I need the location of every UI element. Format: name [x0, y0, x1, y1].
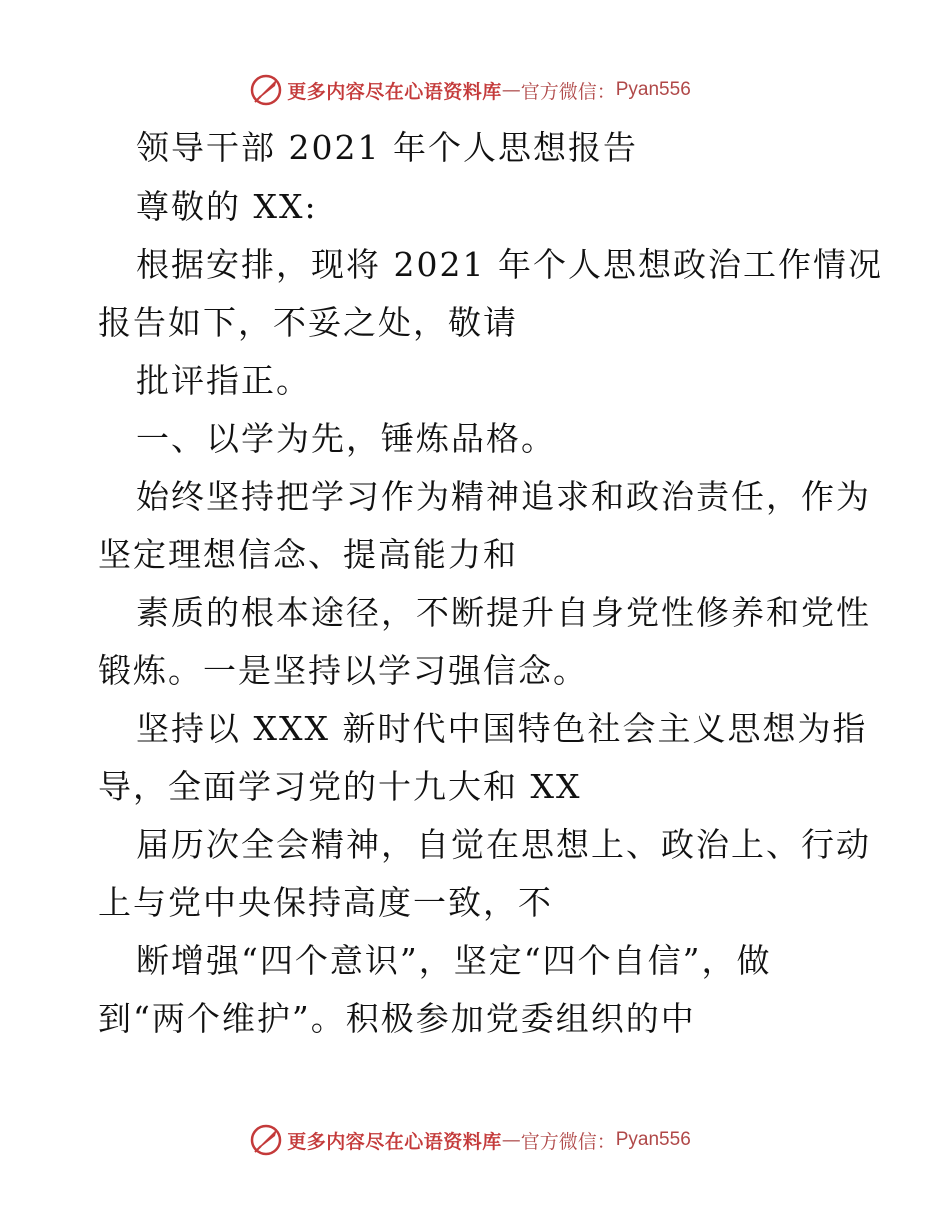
text-line: 坚定理想信念、提高能力和 — [98, 535, 518, 574]
text-line: 坚持以 XXX 新时代中国特色社会主义思想为指 — [136, 709, 868, 748]
watermark-dash: — — [501, 1129, 521, 1151]
watermark-group — [249, 1123, 691, 1157]
text-line: 导，全面学习党的十九大和 XX — [98, 767, 582, 806]
watermark-contact-id: Pyan556 — [615, 79, 691, 100]
text-line: 到“两个维护”。积极参加党委组织的中 — [98, 999, 696, 1038]
watermark-contact-label: 官方微信： — [520, 80, 616, 103]
quill-logo-icon — [249, 73, 283, 107]
quill-logo-icon — [249, 1123, 283, 1157]
section-heading: 一、以学为先，锤炼品格。 — [136, 419, 556, 458]
document-title: 领导干部 2021 年个人思想报告 — [136, 128, 638, 167]
watermark-contact-id: Pyan556 — [615, 1129, 691, 1150]
salutation: 尊敬的 XX: — [136, 187, 318, 226]
watermark-brand: 更多内容尽在心语资料库 — [287, 80, 502, 103]
text-line: 批评指正。 — [136, 361, 311, 400]
text-line: 届历次全会精神，自觉在思想上、政治上、行动 — [136, 825, 871, 864]
text-line: 锻炼。一是坚持以学习强信念。 — [98, 651, 588, 690]
text-line: 素质的根本途径，不断提升自身党性修养和党性 — [136, 593, 871, 632]
text-line: 上与党中央保持高度一致，不 — [98, 883, 553, 922]
watermark-brand: 更多内容尽在心语资料库 — [287, 1130, 502, 1153]
watermark-contact-label: 官方微信： — [520, 1130, 616, 1153]
footer-watermark — [0, 1120, 950, 1160]
text-line: 报告如下，不妥之处，敬请 — [98, 303, 518, 342]
watermark-group — [249, 73, 691, 107]
text-line: 始终坚持把学习作为精神追求和政治责任，作为 — [136, 477, 871, 516]
header-watermark — [0, 70, 950, 110]
watermark-dash: — — [501, 79, 521, 101]
text-line: 断增强“四个意识”，坚定“四个自信”，做 — [136, 941, 772, 980]
text-line: 根据安排，现将 2021 年个人思想政治工作情况 — [136, 245, 883, 284]
